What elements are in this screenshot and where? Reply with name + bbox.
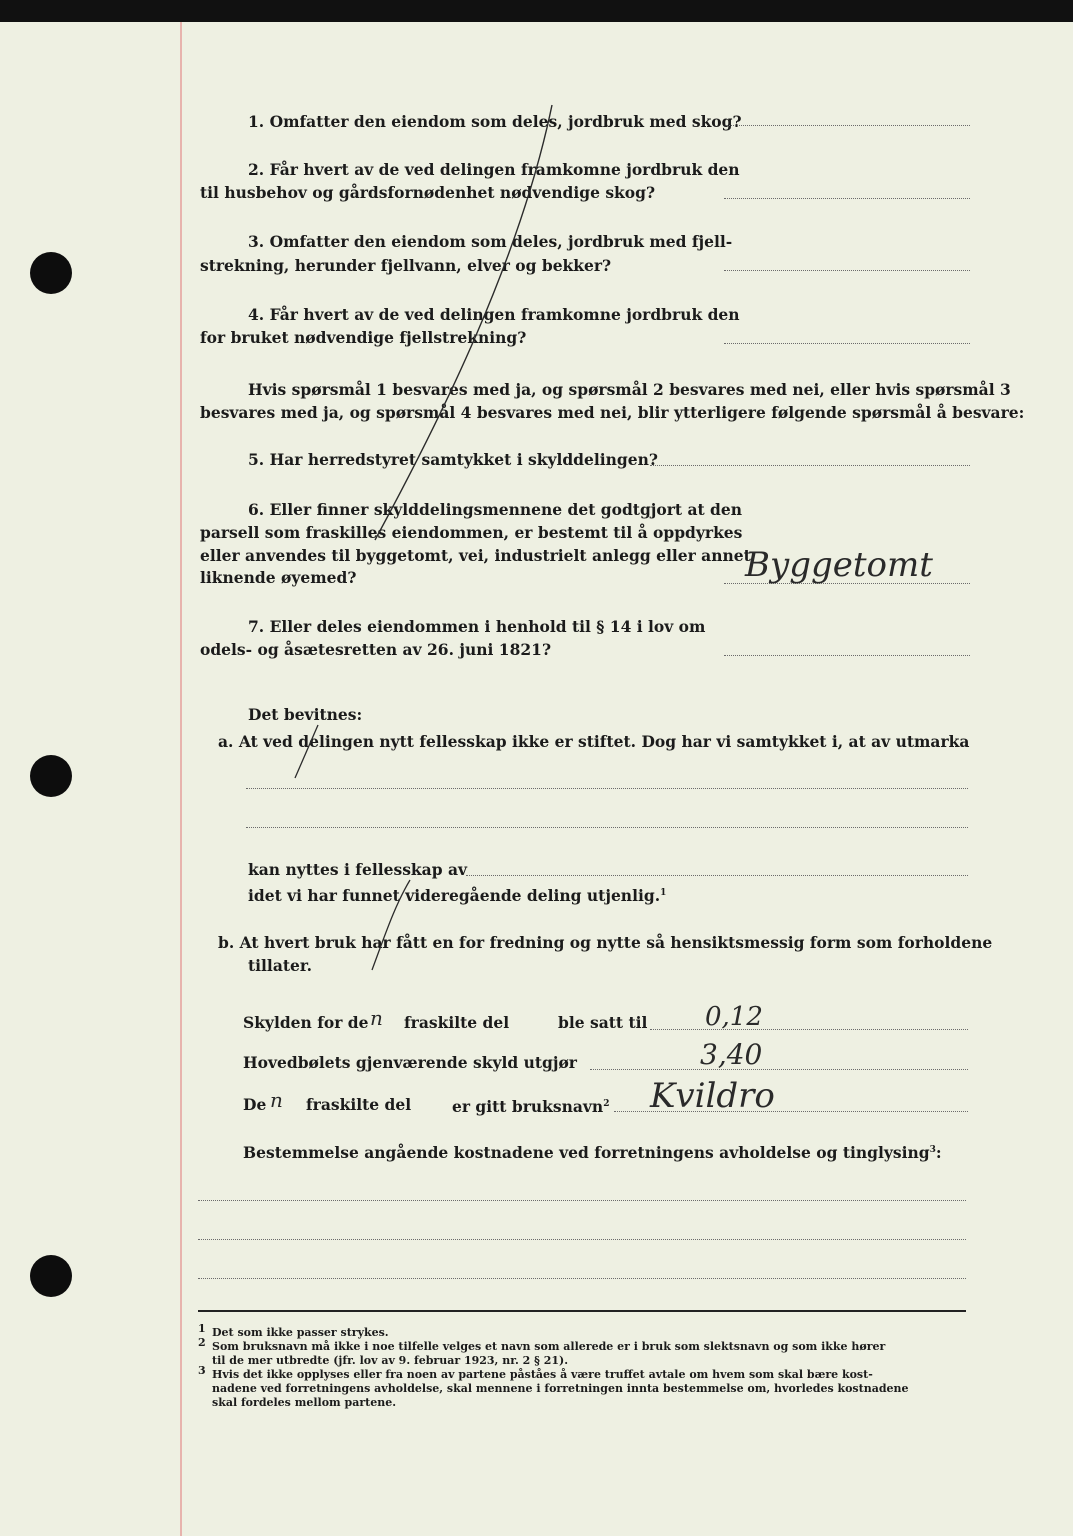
name-label-part2: fraskilte del: [306, 1095, 412, 1114]
certify-a-line2: kan nyttes i fellesskap av: [248, 860, 467, 879]
footnote-3-line3: skal fordeles mellom partene.: [212, 1396, 397, 1409]
footnote-2-line2: til de mer utbredte (jfr. lov av 9. februar 1923, nr. 2 § 21).: [212, 1354, 569, 1367]
question-6-line4: liknende øyemed?: [200, 568, 357, 587]
footnote-ref-1: 1: [660, 888, 667, 898]
cost-label-text: Bestemmelse angående kostnadene ved forretningens avholdelse og tinglysing: [243, 1143, 930, 1163]
strike-line-lower: [372, 880, 410, 970]
question-7-line2: odels- og åsætesretten av 26. juni 1821?: [200, 640, 552, 659]
handwritten-skyld-value: 0,12: [705, 1002, 763, 1032]
skyld-label-part3: ble satt til: [558, 1013, 648, 1032]
question-6-line3: eller anvendes til byggetomt, vei, industrielt anlegg eller annet: [200, 546, 751, 565]
footnote-3-line2: nadene ved forretningens avholdelse, skal mennene i forretningen innta bestemmelse om, hvorledes kostnadene: [212, 1382, 909, 1395]
footnote-1-num: 1: [198, 1322, 206, 1335]
certify-a-line1: a. At ved delingen nytt fellesskap ikke er stiftet. Dog har vi samtykket i, at av utmarka: [218, 732, 970, 751]
question-1: 1. Omfatter den eiendom som deles, jordbruk med skog?: [248, 112, 742, 131]
question-6-line2: parsell som fraskilles eiendommen, er bestemt til å oppdyrkes: [200, 523, 743, 542]
question-3-line1: 3. Omfatter den eiendom som deles, jordbruk med fjell-: [248, 232, 733, 251]
footnote-3-num: 3: [198, 1364, 206, 1377]
footnote-ref-2: 2: [603, 1099, 610, 1109]
handwritten-n-1: n: [370, 1006, 383, 1030]
hoved-label: Hovedbølets gjenværende skyld utgjør: [243, 1053, 577, 1072]
name-label-part1: De: [243, 1095, 267, 1114]
strike-line-middle: [295, 725, 318, 778]
question-2-line1: 2. Får hvert av de ved delingen framkomne jordbruk den: [248, 160, 740, 179]
question-5: 5. Har herredstyret samtykket i skylddelingen?: [248, 450, 658, 469]
conditional-paragraph-line1: Hvis spørsmål 1 besvares med ja, og spørsmål 2 besvares med nei, eller hvis spørsmål 3: [248, 380, 1011, 399]
handwritten-answer-6: Byggetomt: [745, 545, 933, 585]
skyld-label-part1: Skylden for de: [243, 1013, 369, 1032]
footnote-2-num: 2: [198, 1336, 206, 1349]
handwritten-hoved-value: 3,40: [700, 1038, 763, 1071]
question-2-line2: til husbehov og gårdsfornødenhet nødvendige skog?: [200, 183, 656, 202]
question-6-line1: 6. Eller finner skylddelingsmennene det godtgjort at den: [248, 500, 743, 519]
certify-b-line2: tillater.: [248, 956, 313, 975]
footnote-ref-3: 3: [929, 1145, 936, 1155]
question-3-line2: strekning, herunder fjellvann, elver og bekker?: [200, 256, 612, 275]
handwritten-n-2: n: [270, 1088, 283, 1112]
name-label-part3-text: er gitt bruksnavn: [452, 1097, 604, 1117]
strike-line-upper: [375, 105, 552, 540]
certify-heading: Det bevitnes:: [248, 705, 363, 724]
footnote-2-line1: Som bruksnavn må ikke i noe tilfelle velges et navn som allerede er i bruk som slektsnavn og som ikke hører: [212, 1340, 886, 1353]
footnote-3-line1: Hvis det ikke opplyses eller fra noen av partene påståes å være truffet avtale om hvem som skal bære kost-: [212, 1368, 873, 1381]
question-4-line2: for bruket nødvendige fjellstrekning?: [200, 328, 527, 347]
question-4-line1: 4. Får hvert av de ved delingen framkomne jordbruk den: [248, 305, 740, 324]
conditional-paragraph-line2: besvares med ja, og spørsmål 4 besvares med nei, blir ytterligere følgende spørsmål å besvare:: [200, 403, 1025, 422]
skyld-label-part2: fraskilte del: [404, 1013, 510, 1032]
handwritten-name-value: Kvildro: [650, 1076, 775, 1116]
certify-a-line3-text: idet vi har funnet videregående deling utjenlig.: [248, 886, 661, 906]
cost-label-colon: :: [935, 1143, 942, 1163]
question-7-line1: 7. Eller deles eiendommen i henhold til § 14 i lov om: [248, 617, 706, 636]
certify-b-line1: b. At hvert bruk har fått en for fredning og nytte så hensiktsmessig form som forholdene: [218, 933, 993, 952]
footnote-1-line1: Det som ikke passer strykes.: [212, 1326, 389, 1339]
